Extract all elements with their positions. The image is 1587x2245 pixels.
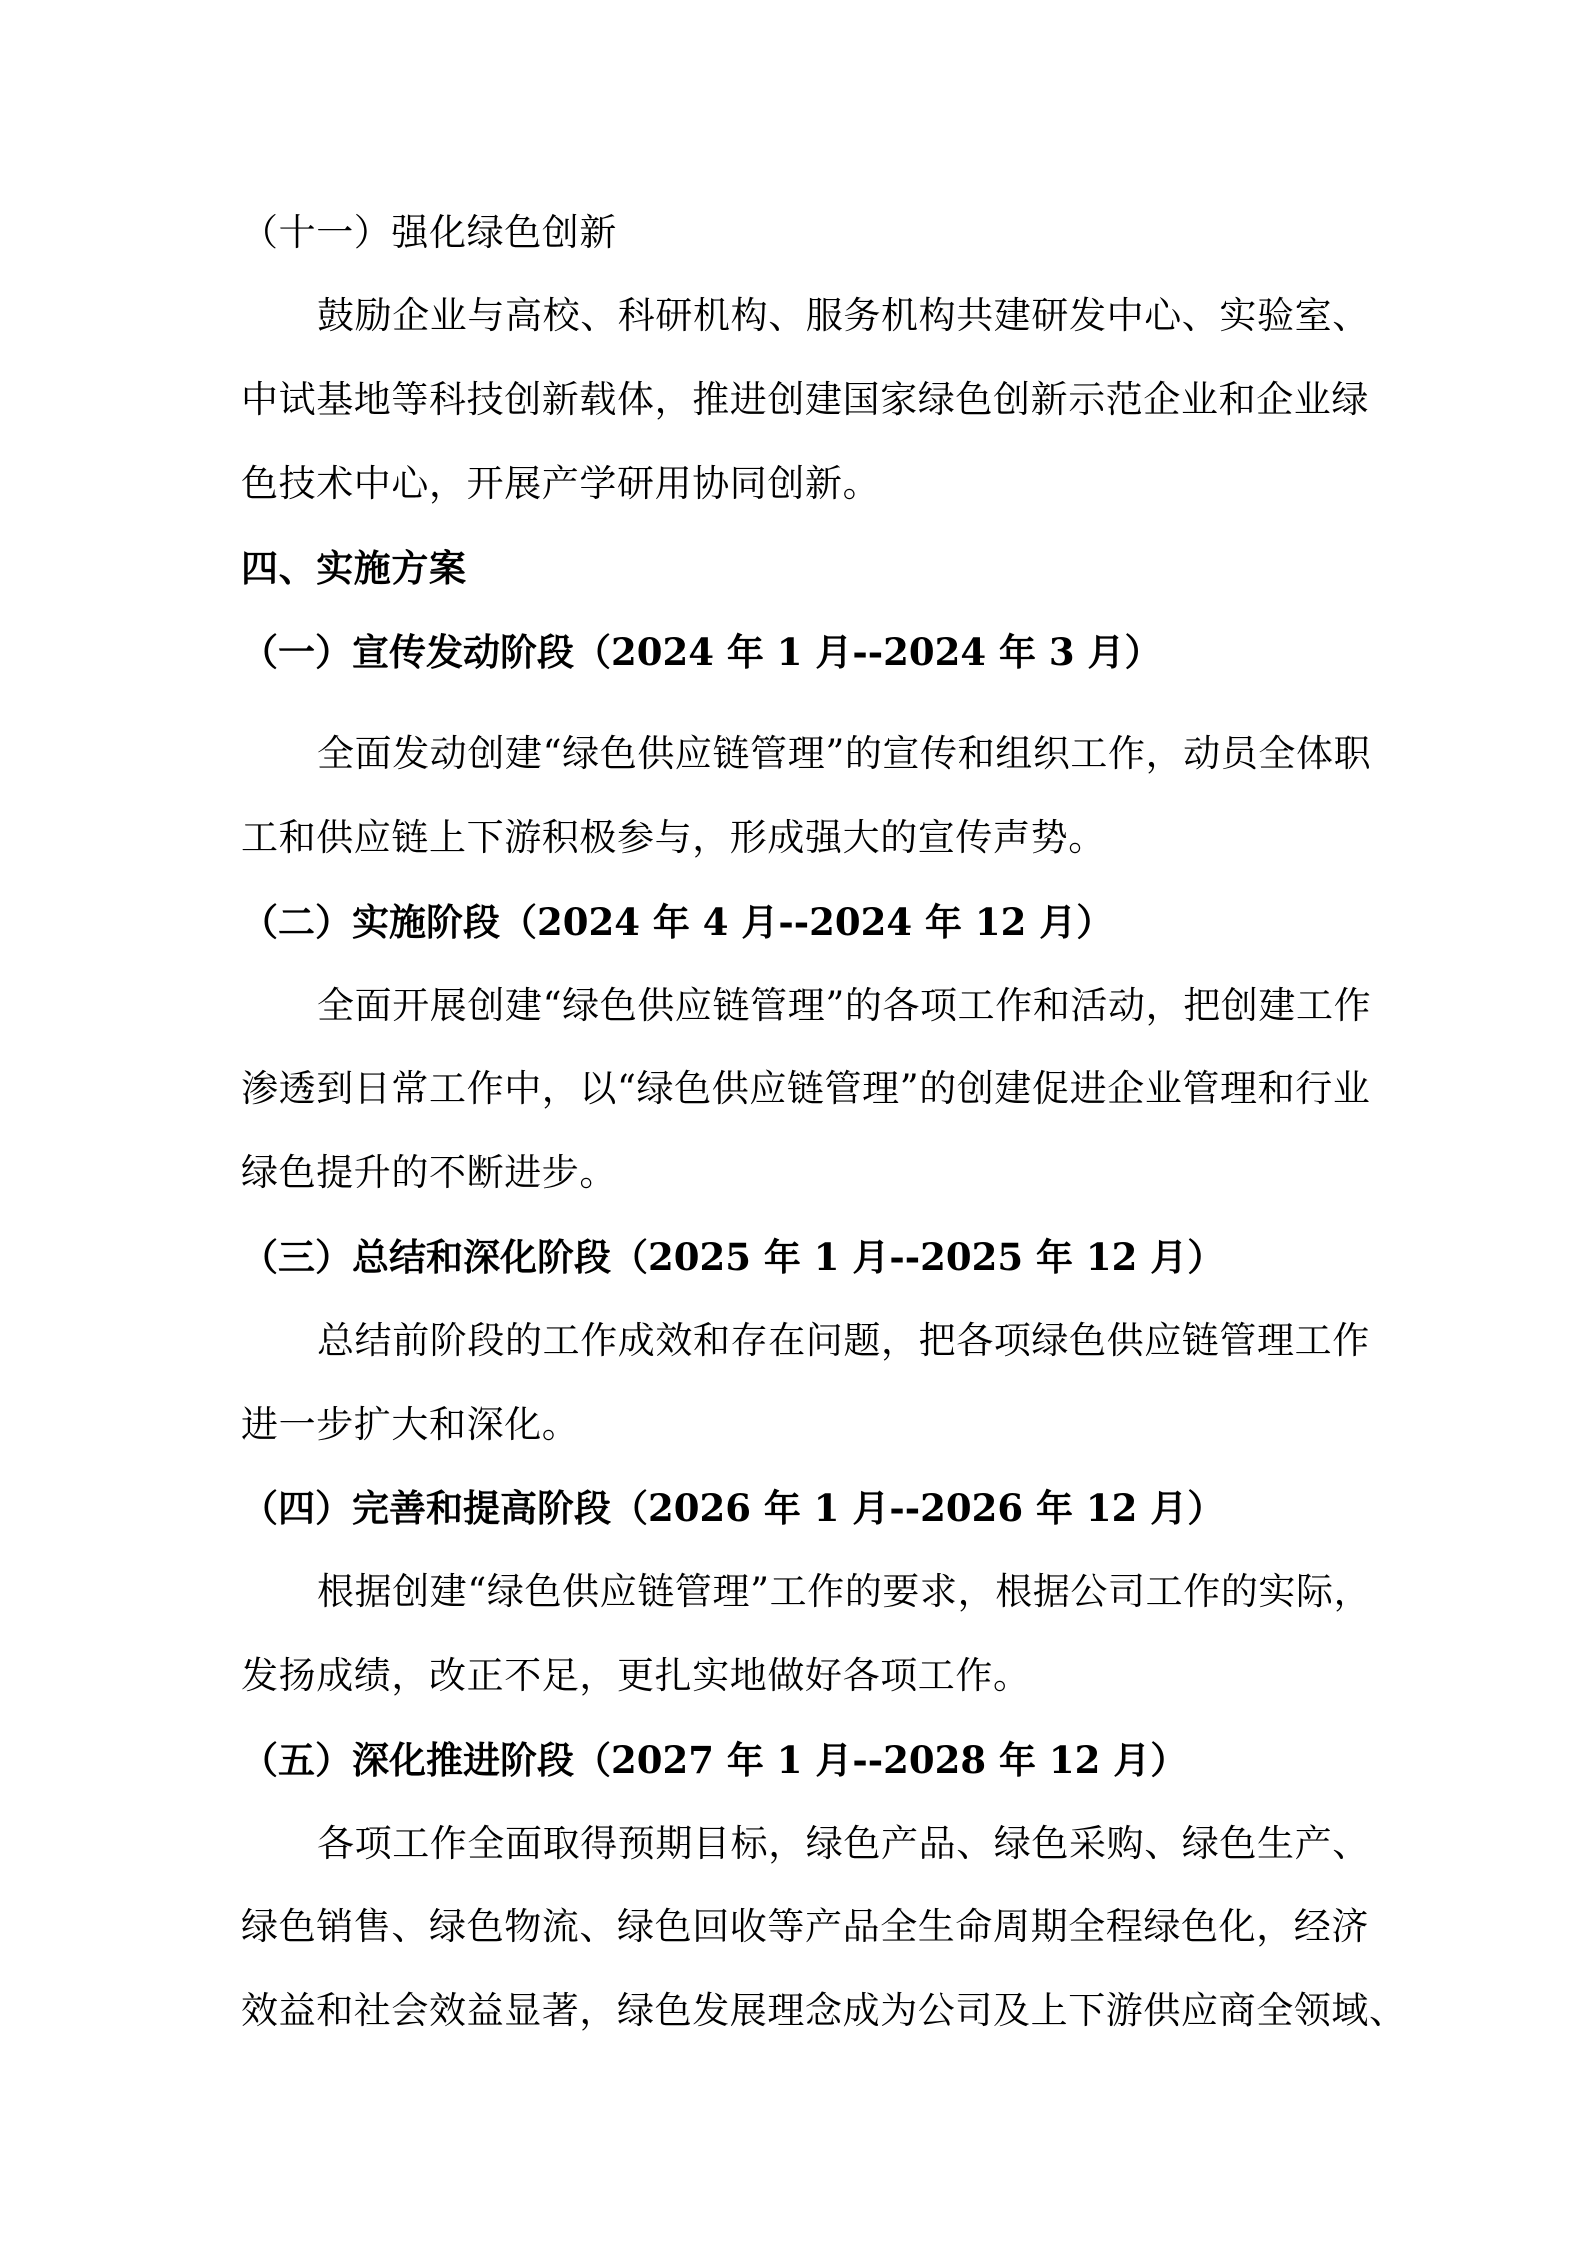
paragraph-line: 中试基地等科技创新载体，推进创建国家绿色创新示范企业和企业绿 [241,378,1369,421]
paragraph-line: 全面发动创建“绿色供应链管理”的宣传和组织工作，动员全体职 [317,732,1372,775]
phase-heading: （三）总结和深化阶段（2025 年 1 月--2025 年 12 月） [241,1235,1225,1279]
paragraph-line: 发扬成绩，改正不足，更扎实地做好各项工作。 [241,1654,1031,1697]
paragraph-line: 工和供应链上下游积极参与，形成强大的宣传声势。 [241,816,1106,859]
phase-heading: （一）宣传发动阶段（2024 年 1 月--2024 年 3 月） [241,630,1162,674]
paragraph-line: 进一步扩大和深化。 [241,1403,580,1446]
phase-heading: （四）完善和提高阶段（2026 年 1 月--2026 年 12 月） [241,1486,1225,1530]
phase-heading: （五）深化推进阶段（2027 年 1 月--2028 年 12 月） [241,1738,1188,1782]
paragraph-line: 各项工作全面取得预期目标，绿色产品、绿色采购、绿色生产、 [317,1822,1370,1865]
paragraph-line: 根据创建“绿色供应链管理”工作的要求，根据公司工作的实际， [317,1570,1372,1613]
paragraph-line: 总结前阶段的工作成效和存在问题，把各项绿色供应链管理工作 [317,1319,1370,1362]
paragraph-line: 鼓励企业与高校、科研机构、服务机构共建研发中心、实验室、 [317,294,1370,337]
chapter-heading: 四、实施方案 [241,546,467,590]
paragraph-line: 绿色提升的不断进步。 [241,1151,617,1194]
section-heading: （十一）强化绿色创新 [241,211,617,254]
paragraph-line: 色技术中心，开展产学研用协同创新。 [241,462,881,505]
paragraph-line: 全面开展创建“绿色供应链管理”的各项工作和活动，把创建工作 [317,984,1372,1027]
paragraph-line: 效益和社会效益显著，绿色发展理念成为公司及上下游供应商全领域、 [241,1989,1407,2032]
paragraph-line: 渗透到日常工作中，以“绿色供应链管理”的创建促进企业管理和行业 [241,1067,1371,1110]
phase-heading: （二）实施阶段（2024 年 4 月--2024 年 12 月） [241,900,1114,944]
paragraph-line: 绿色销售、绿色物流、绿色回收等产品全生命周期全程绿色化，经济 [241,1905,1369,1948]
